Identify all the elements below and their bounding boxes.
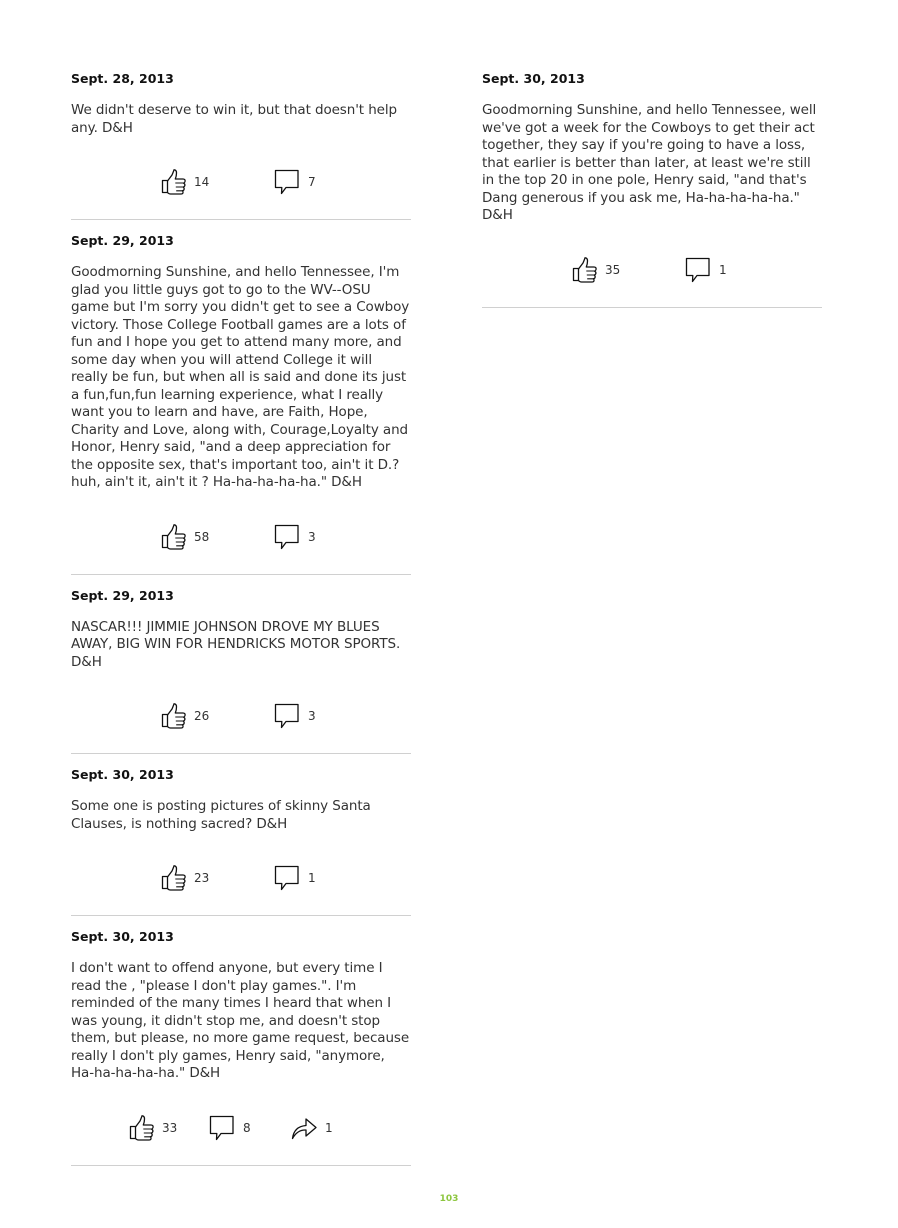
thumbs-up-icon xyxy=(127,1114,155,1142)
post-actions xyxy=(71,855,411,915)
comment-count: 3 xyxy=(308,529,316,544)
speech-bubble-icon xyxy=(273,168,301,196)
post-text: Some one is posting pictures of skinny Santa Clauses, is nothing sacred? D&H xyxy=(71,798,371,832)
post xyxy=(71,583,411,755)
share-button[interactable] xyxy=(290,1114,333,1142)
comment-count: 3 xyxy=(308,709,316,723)
like-count: 23 xyxy=(194,871,210,885)
comment-button[interactable] xyxy=(273,864,316,892)
like-count: 26 xyxy=(194,709,210,723)
like-count: 14 xyxy=(194,175,210,189)
right-column xyxy=(482,66,822,308)
post xyxy=(71,66,411,220)
post xyxy=(482,66,822,308)
thumbs-up-icon xyxy=(159,702,187,730)
post-date: Sept. 30, 2013 xyxy=(71,767,174,782)
post-text: We didn't deserve to win it, but that doesn't help any. D&H xyxy=(71,102,397,136)
post xyxy=(71,228,411,575)
share-arrow-icon xyxy=(290,1114,318,1142)
like-button[interactable] xyxy=(159,168,209,196)
post-text: NASCAR!!! JIMMIE JOHNSON DROVE MY BLUES AWAY, BIG WIN FOR HENDRICKS MOTOR SPORTS. D&H xyxy=(71,618,401,670)
like-count: 58 xyxy=(194,529,210,544)
speech-bubble-icon xyxy=(273,864,301,892)
left-column xyxy=(71,66,411,1166)
thumbs-up-icon xyxy=(159,523,187,551)
comment-count: 8 xyxy=(243,1120,251,1135)
comment-button[interactable] xyxy=(273,702,316,730)
post-text: I don't want to offend anyone, but every time I read the , "please I don't play games.". I'm reminded of the many times I heard that when I was young, it didn't stop me, and doesn't stop them, but please, no more game request, because really I don't ply games, Henry said, "anymore, Ha-ha-ha-ha-ha." D&H xyxy=(71,960,410,1081)
post-date: Sept. 28, 2013 xyxy=(71,71,174,86)
speech-bubble-icon xyxy=(273,523,301,551)
like-count: 33 xyxy=(162,1120,178,1135)
like-button[interactable] xyxy=(159,702,209,730)
comment-button[interactable] xyxy=(273,168,316,196)
post-date: Sept. 29, 2013 xyxy=(71,587,174,603)
comment-button[interactable] xyxy=(273,523,316,551)
like-button[interactable] xyxy=(127,1114,177,1142)
like-button[interactable] xyxy=(159,523,209,551)
post-actions xyxy=(482,247,822,307)
post-actions xyxy=(71,693,411,753)
speech-bubble-icon xyxy=(273,702,301,730)
share-count: 1 xyxy=(325,1120,333,1135)
speech-bubble-icon xyxy=(684,256,712,284)
post-actions xyxy=(71,1105,411,1165)
comment-count: 1 xyxy=(308,871,316,885)
post-actions xyxy=(71,159,411,219)
like-button[interactable] xyxy=(570,256,620,284)
like-button[interactable] xyxy=(159,864,209,892)
thumbs-up-icon xyxy=(159,864,187,892)
post-text: Goodmorning Sunshine, and hello Tennessee, well we've got a week for the Cowboys to get their act together, they say if you're going to have a loss, that earlier is better than later, at least we're still in the top 20 in one pole, Henry said, "and that's Dang generous if you ask me, Ha-ha-ha-ha-ha." D&H xyxy=(482,102,817,223)
thumbs-up-icon xyxy=(570,256,598,284)
like-count: 35 xyxy=(605,262,621,277)
comment-count: 1 xyxy=(719,262,727,277)
thumbs-up-icon xyxy=(159,168,187,196)
post-date: Sept. 30, 2013 xyxy=(482,71,585,86)
post-text: Goodmorning Sunshine, and hello Tennessee, I'm glad you little guys got to go to the WV--OSU game but I'm sorry you didn't get to see a Cowboy victory. Those College Football games are a lots of fun and I hope you get to attend many more, and some day when you will attend College it will really be fun, but when all is said and done its just a fun,fun,fun learning experience, what I really want you to learn and have, are Faith, Hope, Charity and Love, along with, Courage,Loyalty and Honor, Henry said, "and a deep appreciation for the opposite sex, that's important too, ain't it D.? huh, ain't it, ain't it ? Ha-ha-ha-ha-ha." D&H xyxy=(71,264,410,490)
comment-button[interactable] xyxy=(684,256,727,284)
comment-count: 7 xyxy=(308,175,316,189)
page-number: 103 xyxy=(439,1194,459,1204)
speech-bubble-icon xyxy=(208,1114,236,1142)
post-date: Sept. 30, 2013 xyxy=(71,929,174,944)
post xyxy=(71,762,411,916)
post-date: Sept. 29, 2013 xyxy=(71,233,174,248)
comment-button[interactable] xyxy=(208,1114,251,1142)
post xyxy=(71,924,411,1166)
post-actions xyxy=(71,514,411,574)
